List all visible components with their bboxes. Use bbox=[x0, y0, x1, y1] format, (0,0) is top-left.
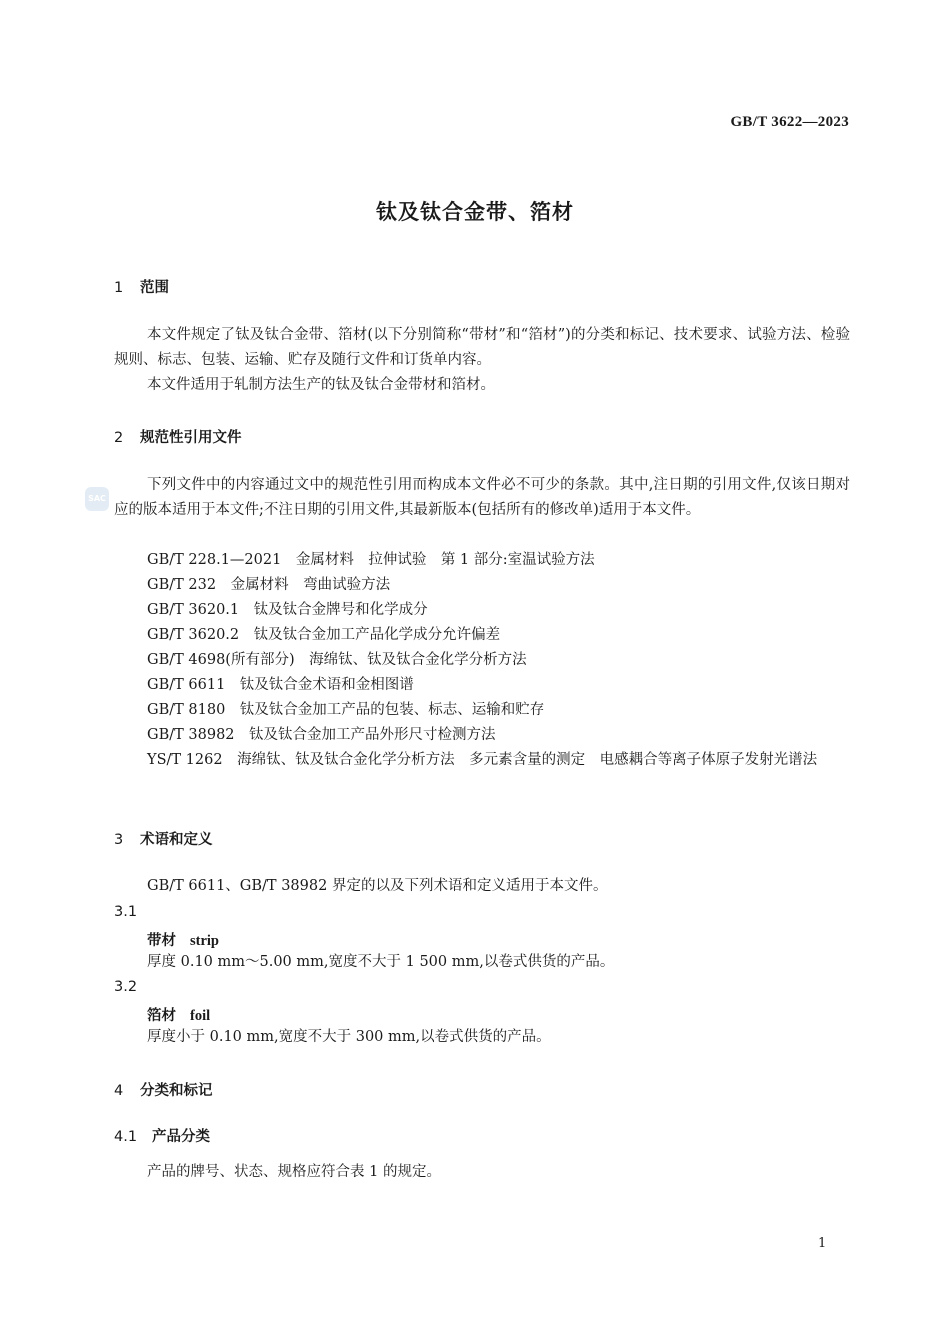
section-number: 2 bbox=[114, 430, 124, 446]
reference-item: GB/T 6611 钛及钛合金术语和金相图谱 bbox=[147, 677, 414, 693]
reference-item: GB/T 3620.2 钛及钛合金加工产品化学成分允许偏差 bbox=[147, 627, 501, 643]
term-heading bbox=[147, 1004, 210, 1025]
section-1-paragraph-2: 本文件适用于轧制方法生产的钛及钛合金带材和箔材。 bbox=[147, 377, 495, 393]
standard-number: GB/T 3622—2023 bbox=[730, 114, 849, 130]
reference-item: GB/T 8180 钛及钛合金加工产品的包装、标志、运输和贮存 bbox=[147, 702, 545, 718]
reference-item: GB/T 3620.1 钛及钛合金牌号和化学成分 bbox=[147, 602, 428, 618]
reference-item: GB/T 228.1—2021 金属材料 拉伸试验 第 1 部分:室温试验方法 bbox=[147, 552, 595, 568]
term-english: foil bbox=[190, 1008, 211, 1024]
reference-item: GB/T 232 金属材料 弯曲试验方法 bbox=[147, 577, 391, 593]
section-title: 范围 bbox=[140, 280, 169, 296]
term-number: 3.2 bbox=[114, 979, 138, 995]
section-title: 产品分类 bbox=[152, 1129, 210, 1145]
section-title: 术语和定义 bbox=[140, 832, 213, 848]
term-chinese: 箔材 bbox=[147, 1008, 176, 1024]
section-3-paragraph-1: GB/T 6611、GB/T 38982 界定的以及下列术语和定义适用于本文件。 bbox=[147, 878, 608, 894]
section-number: 3 bbox=[114, 832, 124, 848]
subsection-4-1-paragraph: 产品的牌号、状态、规格应符合表 1 的规定。 bbox=[147, 1164, 441, 1180]
term-definition: 厚度小于 0.10 mm,宽度不大于 300 mm,以卷式供货的产品。 bbox=[147, 1029, 551, 1045]
subsection-4-1-heading bbox=[114, 1125, 210, 1146]
term-heading bbox=[147, 929, 219, 950]
section-title: 规范性引用文件 bbox=[140, 430, 242, 446]
section-2-paragraph-1: 下列文件中的内容通过文中的规范性引用而构成本文件必不可少的条款。其中,注日期的引用文件,仅该日期对应的版本适用于本文件;不注日期的引用文件,其最新版本(包括所有的修改单)适用于本文件。 bbox=[114, 477, 850, 518]
reference-item-last: YS/T 1262 海绵钛、钛及钛合金化学分析方法 多元素含量的测定 电感耦合等离子体原子发射光谱法 bbox=[147, 752, 818, 768]
term-definition: 厚度 0.10 mm～5.00 mm,宽度不大于 1 500 mm,以卷式供货的产品。 bbox=[147, 954, 615, 970]
section-1-paragraph-1: 本文件规定了钛及钛合金带、箔材(以下分别简称“带材”和“箔材”)的分类和标记、技术要求、试验方法、检验规则、标志、包装、运输、贮存及随行文件和订货单内容。 bbox=[114, 327, 850, 368]
term-chinese: 带材 bbox=[147, 933, 176, 949]
sac-watermark-logo: SAC bbox=[85, 487, 109, 511]
section-number: 4.1 bbox=[114, 1129, 138, 1145]
section-title: 分类和标记 bbox=[140, 1083, 213, 1099]
term-english: strip bbox=[190, 933, 219, 949]
section-2-heading bbox=[114, 426, 242, 447]
section-number: 4 bbox=[114, 1083, 124, 1099]
section-number: 1 bbox=[114, 280, 124, 296]
section-4-heading bbox=[114, 1079, 213, 1100]
section-3-heading bbox=[114, 828, 213, 849]
section-1-heading bbox=[114, 276, 169, 297]
document-title: 钛及钛合金带、箔材 bbox=[376, 200, 574, 224]
reference-item: GB/T 4698(所有部分) 海绵钛、钛及钛合金化学分析方法 bbox=[147, 652, 527, 668]
reference-item: GB/T 38982 钛及钛合金加工产品外形尺寸检测方法 bbox=[147, 727, 496, 743]
page-number: 1 bbox=[818, 1236, 827, 1251]
term-number: 3.1 bbox=[114, 904, 138, 920]
